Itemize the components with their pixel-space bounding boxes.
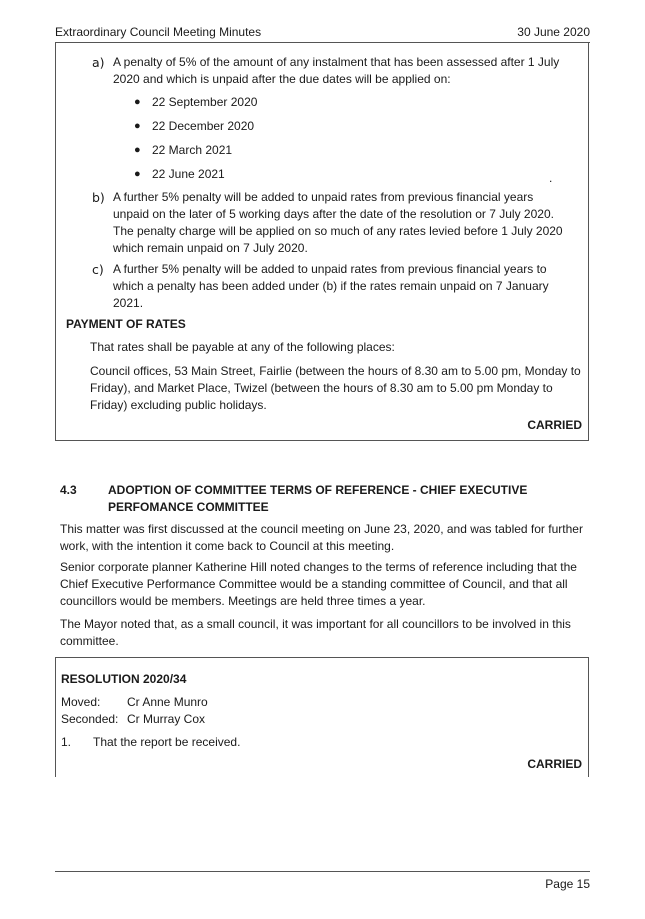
resolution-title: RESOLUTION 2020/34 bbox=[61, 672, 187, 686]
bullet-icon: ● bbox=[134, 144, 141, 156]
bullet-icon: ● bbox=[134, 168, 141, 180]
due-date-text: 22 December 2020 bbox=[152, 119, 255, 133]
item-text: A further 5% penalty will be added to unpaid rates from previous financial years unpaid on the later of 5 working days after the date of the resolution or 7 July 2020. The penalty charge will be applied on so much of any rates levied before 1 July 2020 which remain unpaid on 7 July 2020. bbox=[113, 190, 563, 255]
item-marker: a) bbox=[92, 55, 105, 70]
item-text: A penalty of 5% of the amount of any instalment that has been assessed after 1 July 2020 and which is unpaid after the due dates will be applied on: bbox=[113, 55, 560, 86]
resolution-item-number: 1. bbox=[61, 735, 72, 749]
page-number: Page 15 bbox=[545, 877, 590, 891]
section-title: ADOPTION OF COMMITTEE TERMS OF REFERENCE - CHIEF EXECUTIVE PERFOMANCE COMMITTEE bbox=[108, 483, 528, 514]
bullet-icon: ● bbox=[134, 96, 141, 108]
resolution-item-text: That the report be received. bbox=[93, 735, 241, 749]
page-footer bbox=[55, 871, 590, 892]
moved-label: Moved: bbox=[61, 695, 101, 709]
resolution-box-rates bbox=[55, 43, 589, 441]
section-paragraph: This matter was first discussed at the council meeting on June 23, 2020, and was tabled for further work, with the intention it come back to Council at this meeting. bbox=[60, 522, 583, 553]
carried-label: CARRIED bbox=[527, 418, 582, 432]
item-marker: c) bbox=[92, 262, 104, 277]
penalty-item-b bbox=[94, 189, 572, 257]
due-date-text: 22 September 2020 bbox=[152, 95, 258, 109]
document-date: 30 June 2020 bbox=[517, 25, 590, 39]
section-heading bbox=[60, 482, 586, 516]
payment-places: Council offices, 53 Main Street, Fairlie (between the hours of 8.30 am to 5.00 pm, Monday to Friday), and Market Place, Twizel (between the hours of 8.30 am to 5.00 pm Monday to Friday) excluding public holidays. bbox=[90, 364, 581, 412]
section-paragraph: The Mayor noted that, as a small council, it was important for all councillors to be involved in this committee. bbox=[60, 617, 571, 648]
section-number: 4.3 bbox=[60, 483, 77, 497]
stray-mark: . bbox=[549, 171, 553, 185]
resolution-box bbox=[55, 657, 589, 777]
payment-heading: PAYMENT OF RATES bbox=[66, 317, 186, 331]
due-date-text: 22 June 2021 bbox=[152, 167, 225, 181]
penalty-item-a bbox=[94, 54, 572, 88]
seconded-label: Seconded: bbox=[61, 712, 119, 726]
item-text: A further 5% penalty will be added to unpaid rates from previous financial years to which a penalty has been added under (b) if the rates remain unpaid on 7 January 2021. bbox=[113, 262, 549, 310]
seconded-by: Cr Murray Cox bbox=[127, 712, 206, 726]
item-marker: b) bbox=[92, 190, 105, 205]
section-paragraph: Senior corporate planner Katherine Hill noted changes to the terms of reference including that the Chief Executive Performance Committee would be a standing committee of Council, and that all councillors would be members. Meetings are held three times a year. bbox=[60, 560, 577, 608]
page-header bbox=[55, 22, 590, 43]
payment-intro: That rates shall be payable at any of the following places: bbox=[90, 340, 395, 354]
document-title: Extraordinary Council Meeting Minutes bbox=[55, 25, 262, 39]
penalty-item-c bbox=[94, 261, 572, 312]
moved-by: Cr Anne Munro bbox=[127, 695, 208, 709]
carried-label: CARRIED bbox=[527, 757, 582, 771]
bullet-icon: ● bbox=[134, 120, 141, 132]
due-date-text: 22 March 2021 bbox=[152, 143, 233, 157]
